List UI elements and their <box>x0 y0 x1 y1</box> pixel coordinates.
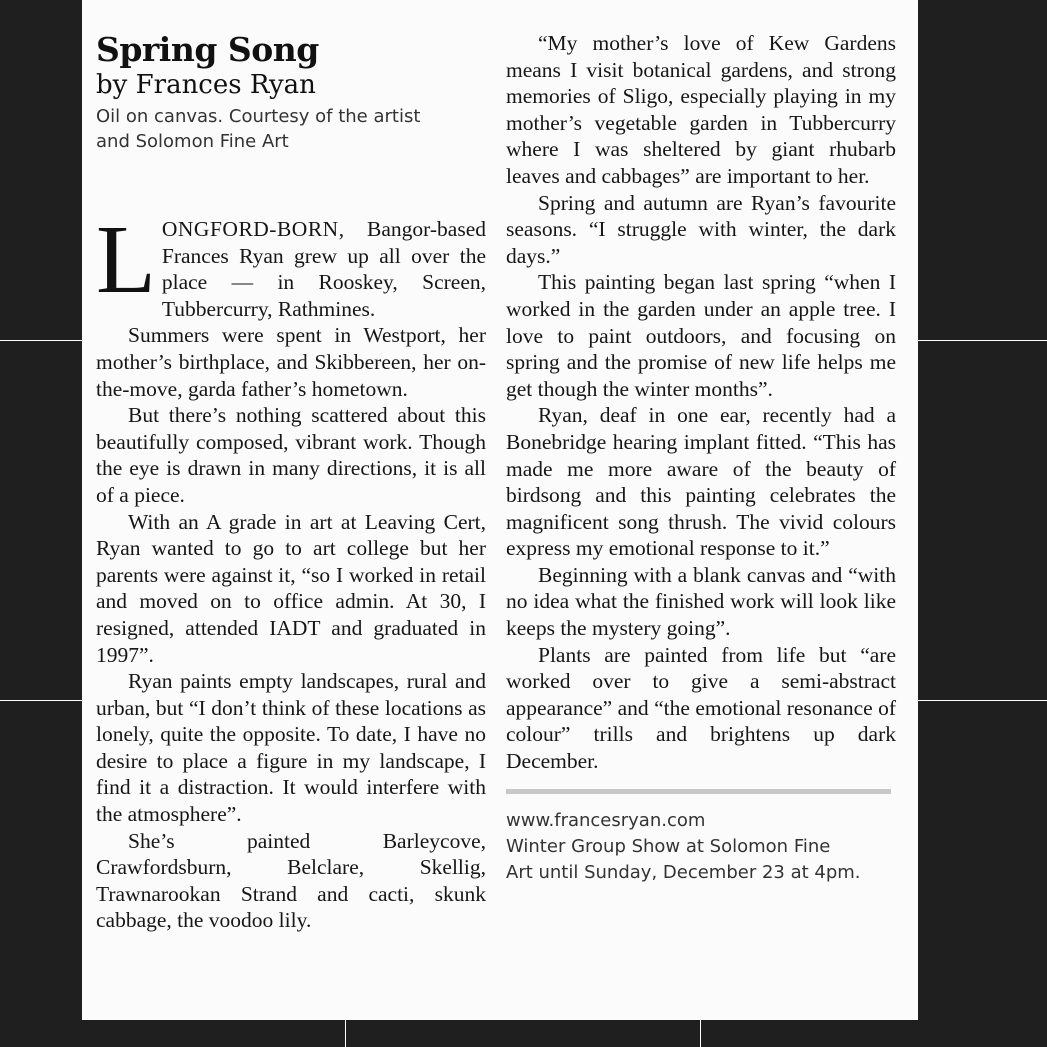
article-paragraph: Ryan paints empty landscapes, rural and urban, but “I don’t think of these locations as lonely, quite the opposite. To date, I have no desire to place a figure in my landscape, I find it a distraction. It would interfere with the atmosphere”. <box>96 669 486 827</box>
article-paragraph: She’s painted Barleycove, Crawfordsburn, Belclare, Skellig, Trawnarookan Strand and cacti, skunk cabbage, the voodoo lily. <box>96 828 486 933</box>
background-grid-line <box>345 1020 346 1047</box>
article-footer <box>506 808 896 886</box>
lead-text: , Bangor-based Frances Ryan grew up all over the place — in Rooskey, Screen, Tubbercurry, Rathmines. <box>161 217 486 321</box>
right-column-body <box>506 30 896 775</box>
article-paragraph: Beginning with a blank canvas and “with no idea what the finished work will look like keeps the mystery going”. <box>506 562 896 641</box>
exhibition-info: Art until Sunday, December 23 at 4pm. <box>506 861 861 883</box>
article-paragraph: Spring and autumn are Ryan’s favourite seasons. “I struggle with winter, the dark days.” <box>506 190 896 268</box>
background-grid-line <box>0 340 82 341</box>
divider-rule <box>506 789 891 794</box>
background-grid-line <box>0 700 82 701</box>
drop-cap: L <box>96 206 156 314</box>
exhibition-info: Winter Group Show at Solomon Fine <box>506 835 831 857</box>
article-byline: by Frances Ryan <box>96 70 316 100</box>
background-grid-line <box>918 340 1047 341</box>
background-grid-line <box>918 700 1047 701</box>
right-column <box>506 30 896 886</box>
article-paragraph: But there’s nothing scattered about this beautifully composed, vibrant work. Though the eye is drawn in many directions, it is all of a piece. <box>96 403 486 507</box>
artist-website: www.francesryan.com <box>506 809 706 831</box>
article-paragraph: This painting began last spring “when I worked in the garden under an apple tree. I love to paint outdoors, and focusing on spring and the promise of new life helps me get though the winter months”. <box>506 270 896 401</box>
article-paragraph: Plants are painted from life but “are worked over to give a semi-abstract appearance” and “the emotional resonance of colour” trills and brightens up dark December. <box>506 642 896 774</box>
caption-line: Oil on canvas. Courtesy of the artist <box>96 106 421 127</box>
lead-paragraph <box>96 206 486 322</box>
article-paragraph: “My mother’s love of Kew Gardens means I visit botanical gardens, and strong memories of Sligo, especially playing in my mother’s vegetable garden in Tubbercurry where I was sheltered by giant rhubarb leaves and cabbages” are important to her. <box>506 31 896 188</box>
article-title: Spring Song <box>96 30 319 69</box>
article-paragraph: Summers were spent in Westport, her mother’s birthplace, and Skibbereen, her on-the-move, garda father’s hometown. <box>96 323 486 401</box>
newspaper-clipping <box>82 0 918 1020</box>
image-caption <box>96 104 486 154</box>
left-column-body <box>96 206 486 934</box>
left-column <box>96 30 486 934</box>
article-paragraph: Ryan, deaf in one ear, recently had a Bonebridge hearing implant fitted. “This has made me more aware of the beauty of birdsong and this painting celebrates the magnificent song thrush. The vivid colours express my emotional response to it.” <box>506 403 896 561</box>
lead-caps: ONGFORD-BORN <box>161 217 339 241</box>
background-grid-line <box>700 1020 701 1047</box>
caption-line: and Solomon Fine Art <box>96 131 289 152</box>
article-paragraph: With an A grade in art at Leaving Cert, Ryan wanted to go to art college but her parents were against it, “so I worked in retail and moved on to office admin. At 30, I resigned, attended IADT and graduated in 1997”. <box>96 509 486 667</box>
